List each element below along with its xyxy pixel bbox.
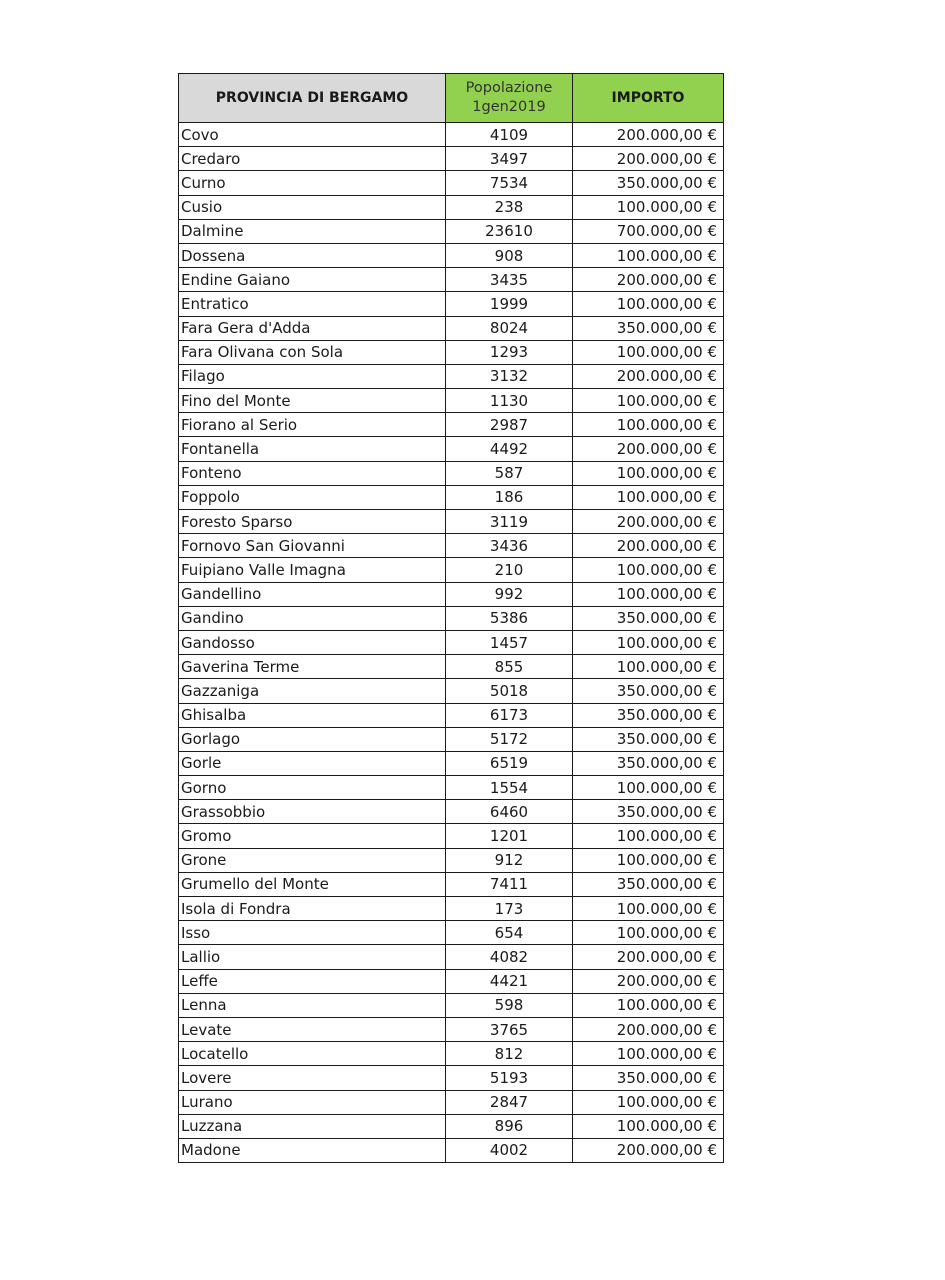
table-row: [179, 945, 724, 969]
popolazione-cell: 1293: [446, 340, 573, 364]
table-row: [179, 219, 724, 243]
popolazione-cell: 5193: [446, 1066, 573, 1090]
table-row: [179, 558, 724, 582]
importo-cell: 100.000,00 €: [573, 655, 724, 679]
comune-cell: Foppolo: [179, 485, 446, 509]
popolazione-cell: 3765: [446, 1017, 573, 1041]
table-row: [179, 848, 724, 872]
importo-cell: 100.000,00 €: [573, 776, 724, 800]
table-row: [179, 824, 724, 848]
importo-cell: 200.000,00 €: [573, 510, 724, 534]
table-row: [179, 340, 724, 364]
table-row: [179, 969, 724, 993]
popolazione-cell: 4492: [446, 437, 573, 461]
popolazione-cell: 1130: [446, 389, 573, 413]
comune-cell: Isso: [179, 921, 446, 945]
table-row: [179, 1066, 724, 1090]
importo-cell: 100.000,00 €: [573, 582, 724, 606]
popolazione-cell: 1201: [446, 824, 573, 848]
popolazione-cell: 3497: [446, 147, 573, 171]
importo-cell: 100.000,00 €: [573, 1114, 724, 1138]
table-row: [179, 727, 724, 751]
comune-cell: Foresto Sparso: [179, 510, 446, 534]
comune-cell: Grumello del Monte: [179, 872, 446, 896]
popolazione-cell: 210: [446, 558, 573, 582]
comune-cell: Gazzaniga: [179, 679, 446, 703]
table-body: [179, 123, 724, 1163]
popolazione-cell: 5386: [446, 606, 573, 630]
popolazione-cell: 6519: [446, 751, 573, 775]
importo-cell: 350.000,00 €: [573, 316, 724, 340]
importo-cell: 700.000,00 €: [573, 219, 724, 243]
popolazione-cell: 598: [446, 993, 573, 1017]
table-row: [179, 413, 724, 437]
importo-cell: 350.000,00 €: [573, 800, 724, 824]
table-row: [179, 703, 724, 727]
popolazione-cell: 7411: [446, 872, 573, 896]
table-row: [179, 1090, 724, 1114]
table-row: [179, 872, 724, 896]
table-row: [179, 461, 724, 485]
table-row: [179, 1138, 724, 1162]
table-row: [179, 364, 724, 388]
comune-cell: Grassobbio: [179, 800, 446, 824]
header-provincia: PROVINCIA DI BERGAMO: [179, 74, 446, 123]
table-row: [179, 316, 724, 340]
comune-cell: Fara Olivana con Sola: [179, 340, 446, 364]
importo-cell: 350.000,00 €: [573, 1066, 724, 1090]
comune-cell: Levate: [179, 1017, 446, 1041]
popolazione-cell: 6460: [446, 800, 573, 824]
popolazione-cell: 4082: [446, 945, 573, 969]
comune-cell: Lovere: [179, 1066, 446, 1090]
popolazione-cell: 4109: [446, 123, 573, 147]
popolazione-cell: 5018: [446, 679, 573, 703]
importo-cell: 100.000,00 €: [573, 340, 724, 364]
popolazione-cell: 173: [446, 897, 573, 921]
comune-cell: Dalmine: [179, 219, 446, 243]
popolazione-cell: 908: [446, 243, 573, 267]
table-row: [179, 606, 724, 630]
comune-cell: Gandino: [179, 606, 446, 630]
table-row: [179, 510, 724, 534]
importo-cell: 200.000,00 €: [573, 268, 724, 292]
table-row: [179, 243, 724, 267]
popolazione-cell: 7534: [446, 171, 573, 195]
importo-cell: 200.000,00 €: [573, 364, 724, 388]
table-row: [179, 630, 724, 654]
comune-cell: Luzzana: [179, 1114, 446, 1138]
importo-cell: 200.000,00 €: [573, 123, 724, 147]
importo-cell: 200.000,00 €: [573, 1017, 724, 1041]
table-row: [179, 147, 724, 171]
table-row: [179, 679, 724, 703]
comune-cell: Isola di Fondra: [179, 897, 446, 921]
importo-cell: 350.000,00 €: [573, 703, 724, 727]
header-importo: IMPORTO: [573, 74, 724, 123]
table-row: [179, 123, 724, 147]
popolazione-cell: 186: [446, 485, 573, 509]
table-row: [179, 1017, 724, 1041]
popolazione-cell: 654: [446, 921, 573, 945]
importo-cell: 100.000,00 €: [573, 630, 724, 654]
table-row: [179, 776, 724, 800]
table-row: [179, 268, 724, 292]
table-row: [179, 534, 724, 558]
funding-table: [178, 73, 724, 1163]
importo-cell: 100.000,00 €: [573, 195, 724, 219]
popolazione-cell: 4002: [446, 1138, 573, 1162]
popolazione-cell: 3119: [446, 510, 573, 534]
popolazione-cell: 8024: [446, 316, 573, 340]
comune-cell: Lenna: [179, 993, 446, 1017]
importo-cell: 100.000,00 €: [573, 292, 724, 316]
importo-cell: 100.000,00 €: [573, 1090, 724, 1114]
table-row: [179, 897, 724, 921]
table-row: [179, 292, 724, 316]
comune-cell: Gandellino: [179, 582, 446, 606]
importo-cell: 100.000,00 €: [573, 824, 724, 848]
importo-cell: 100.000,00 €: [573, 243, 724, 267]
comune-cell: Dossena: [179, 243, 446, 267]
popolazione-cell: 912: [446, 848, 573, 872]
table-row: [179, 993, 724, 1017]
comune-cell: Fuipiano Valle Imagna: [179, 558, 446, 582]
popolazione-cell: 2987: [446, 413, 573, 437]
importo-cell: 350.000,00 €: [573, 679, 724, 703]
comune-cell: Covo: [179, 123, 446, 147]
importo-cell: 100.000,00 €: [573, 413, 724, 437]
comune-cell: Fiorano al Serio: [179, 413, 446, 437]
popolazione-cell: 3132: [446, 364, 573, 388]
comune-cell: Endine Gaiano: [179, 268, 446, 292]
popolazione-cell: 896: [446, 1114, 573, 1138]
comune-cell: Entratico: [179, 292, 446, 316]
popolazione-cell: 1457: [446, 630, 573, 654]
table-row: [179, 195, 724, 219]
popolazione-cell: 855: [446, 655, 573, 679]
popolazione-cell: 5172: [446, 727, 573, 751]
comune-cell: Madone: [179, 1138, 446, 1162]
header-popolazione: Popolazione 1gen2019: [446, 74, 573, 123]
popolazione-cell: 812: [446, 1042, 573, 1066]
importo-cell: 200.000,00 €: [573, 969, 724, 993]
table-row: [179, 485, 724, 509]
comune-cell: Gorle: [179, 751, 446, 775]
comune-cell: Fino del Monte: [179, 389, 446, 413]
popolazione-cell: 23610: [446, 219, 573, 243]
popolazione-cell: 587: [446, 461, 573, 485]
importo-cell: 100.000,00 €: [573, 993, 724, 1017]
importo-cell: 100.000,00 €: [573, 461, 724, 485]
importo-cell: 200.000,00 €: [573, 147, 724, 171]
popolazione-cell: 2847: [446, 1090, 573, 1114]
popolazione-cell: 3436: [446, 534, 573, 558]
comune-cell: Leffe: [179, 969, 446, 993]
importo-cell: 100.000,00 €: [573, 558, 724, 582]
importo-cell: 100.000,00 €: [573, 921, 724, 945]
comune-cell: Gorlago: [179, 727, 446, 751]
popolazione-cell: 4421: [446, 969, 573, 993]
table-row: [179, 655, 724, 679]
importo-cell: 200.000,00 €: [573, 534, 724, 558]
popolazione-cell: 6173: [446, 703, 573, 727]
comune-cell: Ghisalba: [179, 703, 446, 727]
popolazione-cell: 992: [446, 582, 573, 606]
importo-cell: 350.000,00 €: [573, 606, 724, 630]
importo-cell: 350.000,00 €: [573, 727, 724, 751]
table-row: [179, 1114, 724, 1138]
comune-cell: Gorno: [179, 776, 446, 800]
popolazione-cell: 238: [446, 195, 573, 219]
comune-cell: Lallio: [179, 945, 446, 969]
importo-cell: 100.000,00 €: [573, 485, 724, 509]
table-row: [179, 921, 724, 945]
table-row: [179, 1042, 724, 1066]
comune-cell: Gromo: [179, 824, 446, 848]
comune-cell: Fontanella: [179, 437, 446, 461]
table-row: [179, 389, 724, 413]
importo-cell: 350.000,00 €: [573, 751, 724, 775]
table-row: [179, 582, 724, 606]
comune-cell: Fara Gera d'Adda: [179, 316, 446, 340]
comune-cell: Fornovo San Giovanni: [179, 534, 446, 558]
importo-cell: 200.000,00 €: [573, 945, 724, 969]
comune-cell: Curno: [179, 171, 446, 195]
importo-cell: 350.000,00 €: [573, 872, 724, 896]
importo-cell: 100.000,00 €: [573, 389, 724, 413]
comune-cell: Grone: [179, 848, 446, 872]
table-row: [179, 751, 724, 775]
comune-cell: Gaverina Terme: [179, 655, 446, 679]
comune-cell: Filago: [179, 364, 446, 388]
table-row: [179, 171, 724, 195]
comune-cell: Credaro: [179, 147, 446, 171]
table-header-row: [179, 74, 724, 123]
importo-cell: 200.000,00 €: [573, 437, 724, 461]
importo-cell: 100.000,00 €: [573, 897, 724, 921]
comune-cell: Cusio: [179, 195, 446, 219]
popolazione-cell: 1554: [446, 776, 573, 800]
comune-cell: Gandosso: [179, 630, 446, 654]
importo-cell: 200.000,00 €: [573, 1138, 724, 1162]
importo-cell: 350.000,00 €: [573, 171, 724, 195]
table-row: [179, 800, 724, 824]
comune-cell: Fonteno: [179, 461, 446, 485]
importo-cell: 100.000,00 €: [573, 848, 724, 872]
comune-cell: Lurano: [179, 1090, 446, 1114]
popolazione-cell: 3435: [446, 268, 573, 292]
table-row: [179, 437, 724, 461]
comune-cell: Locatello: [179, 1042, 446, 1066]
popolazione-cell: 1999: [446, 292, 573, 316]
importo-cell: 100.000,00 €: [573, 1042, 724, 1066]
